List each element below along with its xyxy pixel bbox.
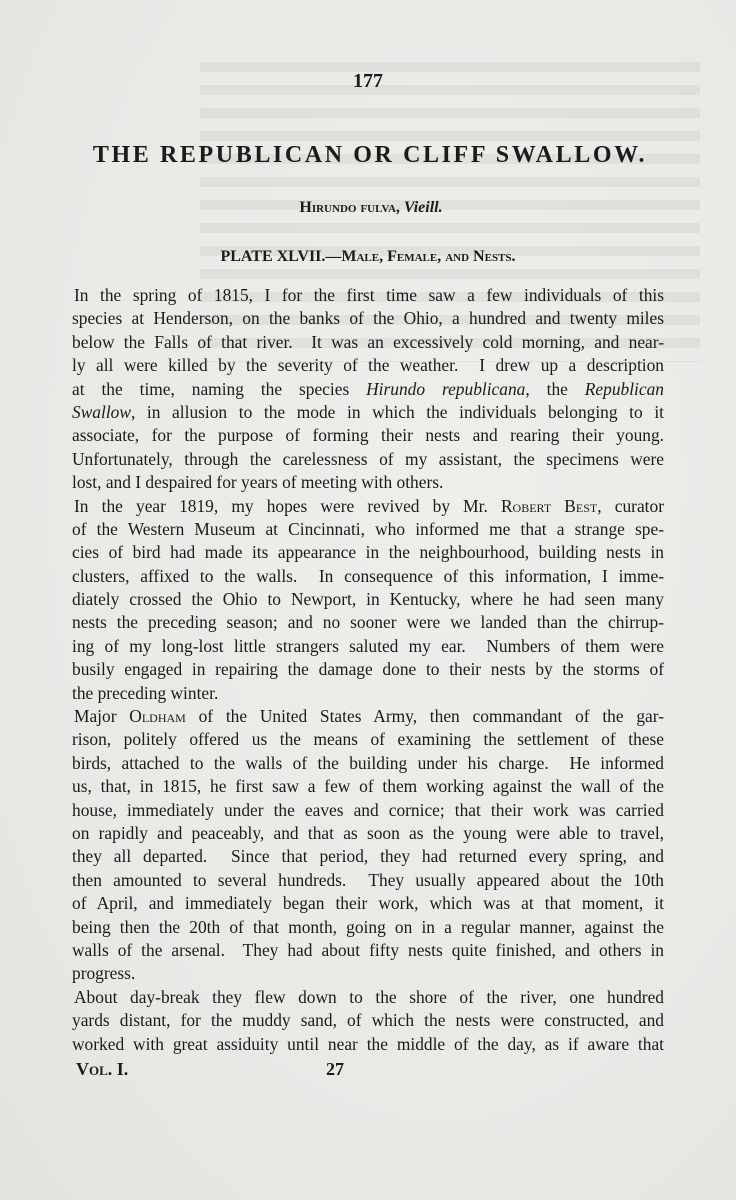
text-segment: the preceding winter.: [72, 682, 219, 703]
text-segment: cies of bird had made its appearance in the neighbourhood, building nests in: [72, 542, 664, 563]
text-segment: associate, for the purpose of forming their nests and rearing their young.: [72, 425, 664, 446]
text-segment: clusters, affixed to the walls. In consequence of this information, I imme-: [72, 565, 664, 586]
text-segment: rison, politely offered us the means of examining the settlement of these: [72, 729, 664, 750]
text-line: [72, 939, 664, 962]
paragraph: [72, 705, 664, 986]
text-segment: lost, and I despaired for years of meeting with others.: [72, 472, 444, 493]
scientific-name: [0, 199, 736, 217]
authority: Vieill.: [403, 199, 443, 216]
text-line: [72, 354, 664, 377]
text-line: [72, 705, 664, 728]
text-line: [72, 752, 664, 775]
plate-subjects: Male, Female, and Nests.: [341, 248, 516, 265]
volume-label: Vol. I.: [76, 1059, 129, 1079]
text-segment: Oldham: [129, 706, 186, 727]
text-line: [72, 962, 664, 985]
text-line: [72, 1009, 664, 1032]
text-segment: Robert Best: [500, 495, 598, 516]
text-line: [72, 658, 664, 681]
text-line: [72, 331, 664, 354]
text-segment: worked with great assiduity until near the middle of the day, as if aware that: [72, 1033, 664, 1054]
text-line: [72, 541, 664, 564]
text-line: [72, 986, 664, 1009]
text-line: [72, 682, 664, 705]
plate-caption: [0, 248, 736, 266]
text-line: [72, 307, 664, 330]
text-line: [72, 401, 664, 424]
paragraph: [72, 284, 664, 495]
signature-mark: 27: [326, 1059, 344, 1079]
separator: ,: [395, 199, 404, 216]
paragraph: [72, 986, 664, 1056]
text-segment: species at Henderson, on the banks of the Ohio, a hundred and twenty miles: [72, 308, 664, 329]
text-line: [72, 588, 664, 611]
text-line: [72, 611, 664, 634]
text-line: [72, 635, 664, 658]
text-segment: nests the preceding season; and no sooner were we landed than the chirrup-: [72, 612, 664, 633]
text-segment: they all departed. Since that period, they had returned every spring, and: [72, 846, 664, 867]
text-line: [72, 1033, 664, 1056]
text-segment: progress.: [72, 963, 136, 984]
text-line: [72, 284, 664, 307]
text-line: [72, 869, 664, 892]
text-segment: In the spring of 1815, I for the first time saw a few individuals of this: [74, 285, 664, 305]
text-segment: at the time, naming the species: [72, 378, 367, 399]
text-segment: then amounted to several hundreds. They usually appeared about the 10th: [72, 869, 664, 890]
text-segment: Hirundo republicana: [366, 378, 526, 399]
text-segment: ing of my long-lost little strangers saluted my ear. Numbers of them were: [72, 635, 664, 656]
text-line: [72, 892, 664, 915]
plate-number: PLATE XLVII.—: [220, 248, 342, 265]
text-segment: busily engaged in repairing the damage done to their nests by the storms of: [72, 659, 664, 680]
text-line: [72, 728, 664, 751]
text-line: [72, 799, 664, 822]
text-line: [72, 448, 664, 471]
text-segment: ly all were killed by the severity of the weather. I drew up a description: [72, 355, 664, 376]
text-segment: on rapidly and peaceably, and that as soon as the young were able to travel,: [72, 822, 664, 843]
text-segment: In the year 1819, my hopes were revived by Mr.: [74, 495, 501, 516]
text-line: [72, 916, 664, 939]
text-line: [72, 378, 664, 401]
paragraph: [72, 495, 664, 706]
text-segment: Swallow: [72, 401, 131, 422]
text-segment: , curator: [597, 495, 664, 516]
text-line: [72, 822, 664, 845]
text-segment: of April, and immediately began their work, which was at that moment, it: [72, 893, 664, 914]
text-segment: yards distant, for the muddy sand, of which the nests were constructed, and: [72, 1010, 664, 1031]
text-segment: birds, attached to the walls of the building under his charge. He informed: [72, 752, 664, 773]
text-line: [72, 845, 664, 868]
text-segment: of the Western Museum at Cincinnati, who informed me that a strange spe-: [72, 518, 664, 539]
text-line: [72, 471, 664, 494]
text-segment: of the United States Army, then commandant of the gar-: [185, 706, 664, 727]
text-segment: , the: [525, 378, 585, 399]
text-line: [72, 424, 664, 447]
text-segment: walls of the arsenal. They had about fifty nests quite finished, and others in: [72, 939, 664, 960]
body-text: [72, 284, 664, 1056]
text-line: [72, 518, 664, 541]
page-number: 177: [353, 70, 383, 92]
chapter-title: THE REPUBLICAN OR CLIFF SWALLOW.: [92, 142, 648, 168]
text-segment: Major: [74, 706, 130, 727]
text-segment: being then the 20th of that month, going on in a regular manner, against the: [72, 916, 664, 937]
text-segment: Unfortunately, through the carelessness of my assistant, the specimens were: [72, 448, 664, 469]
genus-species: Hirundo fulva: [299, 199, 396, 216]
text-segment: About day-break they flew down to the shore of the river, one hundred: [74, 986, 664, 1007]
text-segment: , in allusion to the mode in which the individuals belonging to it: [130, 401, 664, 422]
text-segment: below the Falls of that river. It was an excessively cold morning, and near-: [72, 331, 664, 352]
text-segment: diately crossed the Ohio to Newport, in Kentucky, where he had seen many: [72, 589, 664, 610]
text-line: [72, 565, 664, 588]
text-line: [72, 775, 664, 798]
text-segment: us, that, in 1815, he first saw a few of them working against the wall of the: [72, 776, 664, 797]
text-segment: house, immediately under the eaves and cornice; that their work was carried: [72, 799, 664, 820]
text-line: [72, 495, 664, 518]
text-segment: Republican: [584, 378, 664, 399]
